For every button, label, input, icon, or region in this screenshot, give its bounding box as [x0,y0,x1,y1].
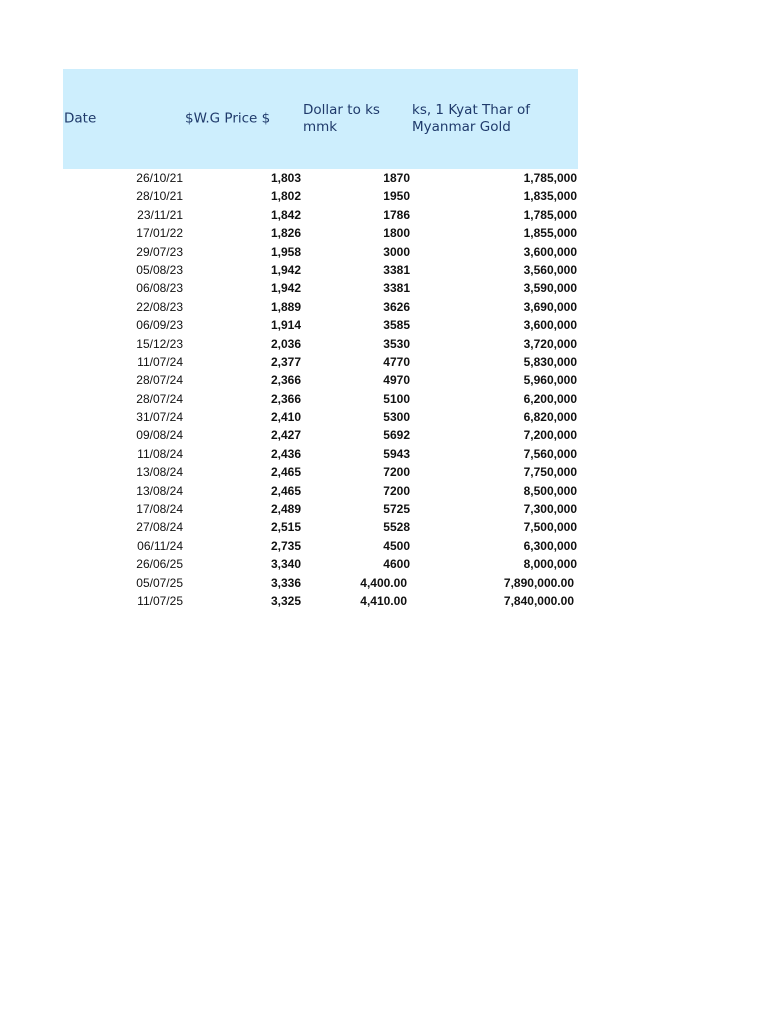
table-row [63,279,578,297]
header-dollar-to-ks[interactable]: Dollar to ks mmk [303,102,380,135]
table-row [63,445,578,463]
cell-dollar-to-ks[interactable]: 3585 [383,318,410,333]
cell-date[interactable]: 26/10/21 [136,171,183,185]
cell-dollar-to-ks[interactable]: 5528 [383,520,410,535]
cell-date[interactable]: 09/08/24 [136,428,183,443]
table-row [63,316,578,334]
cell-dollar-to-ks[interactable]: 7200 [383,465,410,480]
header-gold-price[interactable]: ks, 1 Kyat Thar of Myanmar Gold [412,102,530,135]
cell-dollar-to-ks[interactable]: 1950 [383,189,410,204]
cell-wg-price[interactable]: 2,465 [270,483,301,498]
cell-gold-price[interactable]: 1,785,000 [523,207,577,222]
cell-dollar-to-ks[interactable]: 3381 [383,262,410,277]
cell-gold-price[interactable]: 3,590,000 [523,281,577,296]
cell-gold-price[interactable]: 8,500,000 [523,483,577,498]
cell-date[interactable]: 11/07/24 [137,354,183,369]
cell-gold-price[interactable]: 7,840,000.00 [503,593,574,608]
cell-wg-price[interactable]: 2,036 [270,336,301,351]
table-row [63,353,578,371]
cell-date[interactable]: 31/07/24 [136,410,183,425]
table-row [63,298,578,316]
cell-date[interactable]: 26/06/25 [136,557,183,572]
cell-date[interactable]: 28/07/24 [136,373,183,388]
cell-dollar-to-ks[interactable]: 5300 [383,410,410,425]
table-row [63,482,578,500]
cell-gold-price[interactable]: 7,750,000 [523,465,577,480]
table-row [63,335,578,353]
cell-date[interactable]: 23/11/21 [137,207,183,222]
table-row [63,518,578,536]
cell-gold-price[interactable]: 7,500,000 [523,520,577,535]
cell-dollar-to-ks[interactable]: 4970 [383,373,410,388]
cell-wg-price[interactable]: 1,958 [270,244,301,259]
cell-dollar-to-ks[interactable]: 4600 [383,557,410,572]
cell-dollar-to-ks[interactable]: 3000 [383,244,410,259]
table-row [63,169,578,187]
cell-wg-price[interactable]: 2,410 [270,410,301,425]
cell-dollar-to-ks[interactable]: 7200 [383,483,410,498]
table-row [63,555,578,573]
cell-gold-price[interactable]: 1,835,000 [523,189,577,204]
cell-gold-price[interactable]: 3,560,000 [523,262,577,277]
cell-dollar-to-ks[interactable]: 5725 [383,502,410,517]
cell-date[interactable]: 11/08/24 [137,446,183,461]
cell-wg-price[interactable]: 3,336 [270,575,301,590]
cell-dollar-to-ks[interactable]: 4,400.00 [360,575,407,590]
cell-date[interactable]: 28/10/21 [136,189,183,204]
cell-wg-price[interactable]: 3,340 [270,557,301,572]
cell-dollar-to-ks[interactable]: 5692 [383,428,410,443]
cell-dollar-to-ks[interactable]: 1786 [383,207,410,222]
cell-date[interactable]: 27/08/24 [136,520,183,535]
cell-wg-price[interactable]: 2,735 [270,538,301,553]
cell-dollar-to-ks[interactable]: 3626 [383,299,410,314]
cell-gold-price[interactable]: 7,300,000 [523,502,577,517]
cell-gold-price[interactable]: 3,720,000 [523,336,577,351]
table-row [63,500,578,518]
cell-dollar-to-ks[interactable]: 1800 [383,226,410,241]
header-date[interactable]: Date [64,110,97,127]
cell-gold-price[interactable]: 3,690,000 [523,299,577,314]
cell-dollar-to-ks[interactable]: 4,410.00 [360,593,407,608]
cell-dollar-to-ks[interactable]: 4770 [383,354,410,369]
cell-wg-price[interactable]: 2,489 [270,502,301,517]
table-row [63,390,578,408]
header-wg-price[interactable]: $W.G Price $ [185,110,271,127]
cell-wg-price[interactable]: 2,427 [270,428,301,443]
cell-gold-price[interactable]: 6,200,000 [523,391,577,406]
cell-wg-price[interactable]: 2,515 [270,520,301,535]
table-row [63,463,578,481]
cell-gold-price[interactable]: 7,560,000 [523,446,577,461]
cell-wg-price[interactable]: 2,465 [270,465,301,480]
cell-date[interactable]: 17/08/24 [136,502,183,517]
cell-wg-price[interactable]: 1,942 [270,281,301,296]
cell-gold-price[interactable]: 1,785,000 [523,171,577,185]
table-row [63,537,578,555]
cell-wg-price[interactable]: 1,803 [270,171,301,185]
cell-wg-price[interactable]: 2,436 [270,446,301,461]
cell-dollar-to-ks[interactable]: 4500 [383,538,410,553]
table-row [63,261,578,279]
table-row [63,206,578,224]
cell-wg-price[interactable]: 3,325 [270,593,301,608]
cell-date[interactable]: 05/08/23 [136,262,183,277]
table-row [63,592,578,610]
cell-date[interactable]: 29/07/23 [136,244,183,259]
cell-dollar-to-ks[interactable]: 3530 [383,336,410,351]
spreadsheet-table [63,69,578,610]
cell-date[interactable]: 13/08/24 [136,465,183,480]
cell-dollar-to-ks[interactable]: 5943 [383,446,410,461]
table-row [63,243,578,261]
cell-date[interactable]: 06/11/24 [137,538,183,553]
cell-gold-price[interactable]: 1,855,000 [523,226,577,241]
table-row [63,408,578,426]
cell-dollar-to-ks[interactable]: 3381 [383,281,410,296]
cell-wg-price[interactable]: 2,377 [270,354,301,369]
cell-wg-price[interactable]: 1,942 [270,262,301,277]
cell-date[interactable]: 06/09/23 [136,318,183,333]
cell-date[interactable]: 11/07/25 [137,593,183,608]
cell-gold-price[interactable]: 8,000,000 [523,557,577,572]
table-row [63,187,578,205]
cell-date[interactable]: 15/12/23 [136,336,183,351]
cell-date[interactable]: 22/08/23 [136,299,183,314]
cell-wg-price[interactable]: 2,366 [270,391,301,406]
cell-dollar-to-ks[interactable]: 1870 [383,171,410,185]
cell-date[interactable]: 28/07/24 [136,391,183,406]
cell-gold-price[interactable]: 6,820,000 [523,410,577,425]
cell-gold-price[interactable]: 3,600,000 [523,318,577,333]
cell-gold-price[interactable]: 5,830,000 [523,354,577,369]
cell-date[interactable]: 05/07/25 [136,575,183,590]
cell-wg-price[interactable]: 1,826 [270,226,301,241]
cell-gold-price[interactable]: 5,960,000 [523,373,577,388]
cell-wg-price[interactable]: 1,802 [270,189,301,204]
cell-gold-price[interactable]: 6,300,000 [523,538,577,553]
cell-wg-price[interactable]: 1,914 [270,318,301,333]
table-header [63,69,578,169]
cell-gold-price[interactable]: 7,200,000 [523,428,577,443]
cell-wg-price[interactable]: 1,889 [270,299,301,314]
table-body [63,169,578,610]
cell-dollar-to-ks[interactable]: 5100 [383,391,410,406]
cell-date[interactable]: 13/08/24 [136,483,183,498]
cell-date[interactable]: 17/01/22 [136,226,183,241]
cell-date[interactable]: 06/08/23 [136,281,183,296]
table-row [63,574,578,592]
table-row [63,426,578,444]
table-row [63,224,578,242]
cell-wg-price[interactable]: 2,366 [270,373,301,388]
cell-gold-price[interactable]: 3,600,000 [523,244,577,259]
cell-gold-price[interactable]: 7,890,000.00 [503,575,574,590]
cell-wg-price[interactable]: 1,842 [270,207,301,222]
table-row [63,371,578,389]
